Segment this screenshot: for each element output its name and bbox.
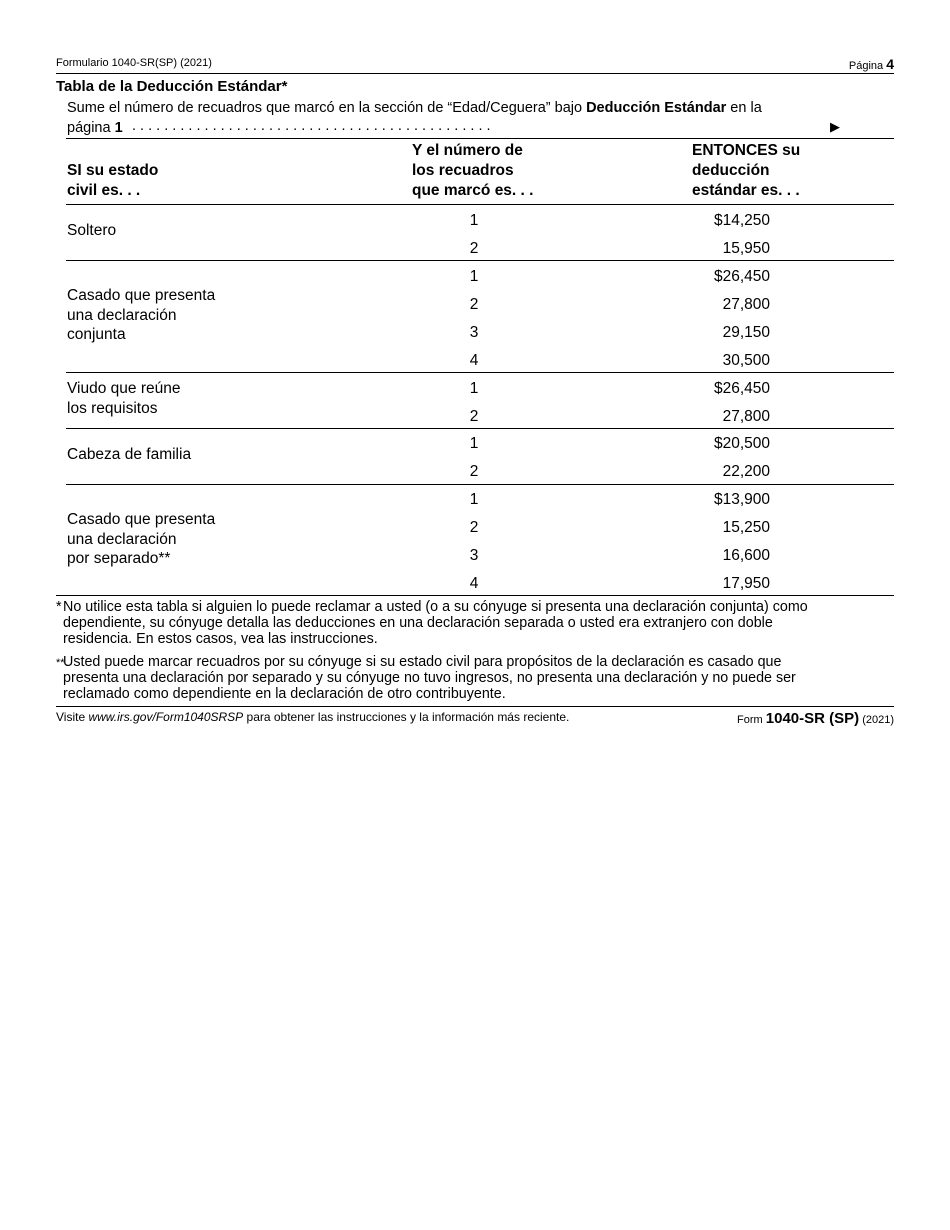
instructions-line-1 <box>67 100 762 116</box>
boxes-value: 1 <box>469 491 479 508</box>
status-line: Casado que presenta <box>67 511 216 528</box>
deduction-amount: $13,900 <box>713 491 770 508</box>
status-line: los requisitos <box>67 399 158 417</box>
column-header-deduction-line: estándar es. . . <box>692 182 800 199</box>
group-divider <box>66 372 894 373</box>
page-number-value: 4 <box>886 56 894 72</box>
boxes-value: 1 <box>469 212 479 229</box>
footer-form-name: 1040-SR (SP) <box>765 710 860 727</box>
column-header-boxes <box>412 141 533 201</box>
status-married-separate <box>67 510 215 569</box>
column-header-boxes-line: que marcó es. . . <box>412 182 534 199</box>
footnote-1-line: dependiente, su cónyuge detalla las deducciones en una declaración separada o usted era extranjero con doble <box>63 615 773 631</box>
footnote-2-mark: ** <box>56 657 65 669</box>
footnote-2-line: Usted puede marcar recuadros por su cónyuge si su estado civil para propósitos de la declaración es casado que <box>63 654 782 670</box>
deduction-amount: 15,950 <box>722 240 770 257</box>
status-widow <box>67 379 180 418</box>
column-header-status <box>67 161 158 201</box>
instructions-page-prefix: página <box>67 120 115 136</box>
deduction-amount: $14,250 <box>713 212 770 229</box>
leader-dots: . . . . . . . . . . . . . . . . . . . . . . . . . . . . . . . . . . . . . . . . . . . . . <box>132 118 491 134</box>
footer-rule <box>56 706 894 707</box>
column-header-status-line: SI su estado <box>67 162 159 179</box>
table-bottom-rule <box>56 595 894 596</box>
boxes-value: 3 <box>469 324 479 341</box>
deduction-amount: $20,500 <box>713 435 770 452</box>
instructions-page-number: 1 <box>114 120 123 136</box>
deduction-amount: $26,450 <box>713 268 770 285</box>
table-top-rule <box>66 138 894 139</box>
footnote-2-line: reclamado como dependiente en la declaración de otro contribuyente. <box>63 686 506 702</box>
status-line: una declaración <box>67 530 177 548</box>
status-single <box>67 221 116 241</box>
status-line: Soltero <box>67 222 117 239</box>
deduction-amount: 16,600 <box>722 547 770 564</box>
form-id: Formulario 1040-SR(SP) (2021) <box>56 57 212 69</box>
boxes-value: 1 <box>469 380 479 397</box>
page-label: Página <box>848 60 884 72</box>
footnote-1-line: No utilice esta tabla si alguien lo puede reclamar a usted (o a su cónyuge si presenta una declaración conjunta) como <box>63 599 808 615</box>
boxes-value: 2 <box>469 296 479 313</box>
status-line: una declaración <box>67 306 177 324</box>
boxes-value: 2 <box>469 519 479 536</box>
footnote-1-line: residencia. En estos casos, vea las instrucciones. <box>63 631 378 647</box>
deduction-amount: $26,450 <box>713 380 770 397</box>
footer-form-year: (2021) <box>862 714 894 726</box>
table-title: Tabla de la Deducción Estándar* <box>56 78 288 95</box>
deduction-amount: 27,800 <box>722 296 770 313</box>
column-header-boxes-line: Y el número de <box>412 142 523 159</box>
column-header-deduction-line: deducción <box>692 162 770 179</box>
instructions-text-1: Sume el número de recuadros que marcó en la sección de “Edad/Ceguera” bajo <box>67 100 587 116</box>
instructions-text-2: en la <box>726 100 762 116</box>
deduction-amount: 27,800 <box>722 408 770 425</box>
status-line: Viudo que reúne <box>67 380 181 397</box>
header-rule <box>56 73 894 74</box>
footnote-2-line: presenta una declaración por separado y su cónyuge no tuvo ingresos, no presenta una declaración y no puede ser <box>63 670 796 686</box>
instructions-bold: Deducción Estándar <box>586 100 727 116</box>
group-divider <box>66 428 894 429</box>
deduction-amount: 15,250 <box>722 519 770 536</box>
boxes-value: 1 <box>469 268 479 285</box>
boxes-value: 2 <box>469 240 479 257</box>
column-header-status-line: civil es. . . <box>67 182 141 199</box>
status-line: Cabeza de familia <box>67 446 192 463</box>
boxes-value: 3 <box>469 547 479 564</box>
boxes-value: 4 <box>469 575 479 592</box>
boxes-value: 1 <box>469 435 479 452</box>
status-line: Casado que presenta <box>67 287 216 304</box>
footer-url: www.irs.gov/Form1040SRSP <box>88 710 244 724</box>
footer-rest-text: para obtener las instrucciones y la información más reciente. <box>243 710 570 724</box>
boxes-value: 2 <box>469 463 479 480</box>
page-header <box>56 56 894 74</box>
footer-form-prefix: Form <box>737 714 766 726</box>
column-header-deduction-line: ENTONCES su <box>692 142 801 159</box>
column-header-deduction <box>692 141 800 201</box>
deduction-amount: 30,500 <box>722 352 770 369</box>
status-line: conjunta <box>67 326 126 343</box>
footer-form-id <box>737 710 894 727</box>
status-head-of-household <box>67 445 191 465</box>
deduction-amount: 29,150 <box>722 324 770 341</box>
footer-visit <box>56 710 569 724</box>
footnote-1-mark: * <box>56 599 62 615</box>
arrow-right-icon: ▶ <box>830 119 840 134</box>
boxes-value: 4 <box>469 352 479 369</box>
deduction-amount: 17,950 <box>722 575 770 592</box>
column-header-boxes-line: los recuadros <box>412 162 514 179</box>
deduction-amount: 22,200 <box>722 463 770 480</box>
group-divider <box>66 484 894 485</box>
boxes-value: 2 <box>469 408 479 425</box>
footer-visit-text: Visite <box>56 710 89 724</box>
page-number <box>849 56 894 72</box>
group-divider <box>66 260 894 261</box>
status-married-joint <box>67 286 215 345</box>
status-line: por separado** <box>67 550 171 567</box>
header-bottom-rule <box>66 204 894 205</box>
